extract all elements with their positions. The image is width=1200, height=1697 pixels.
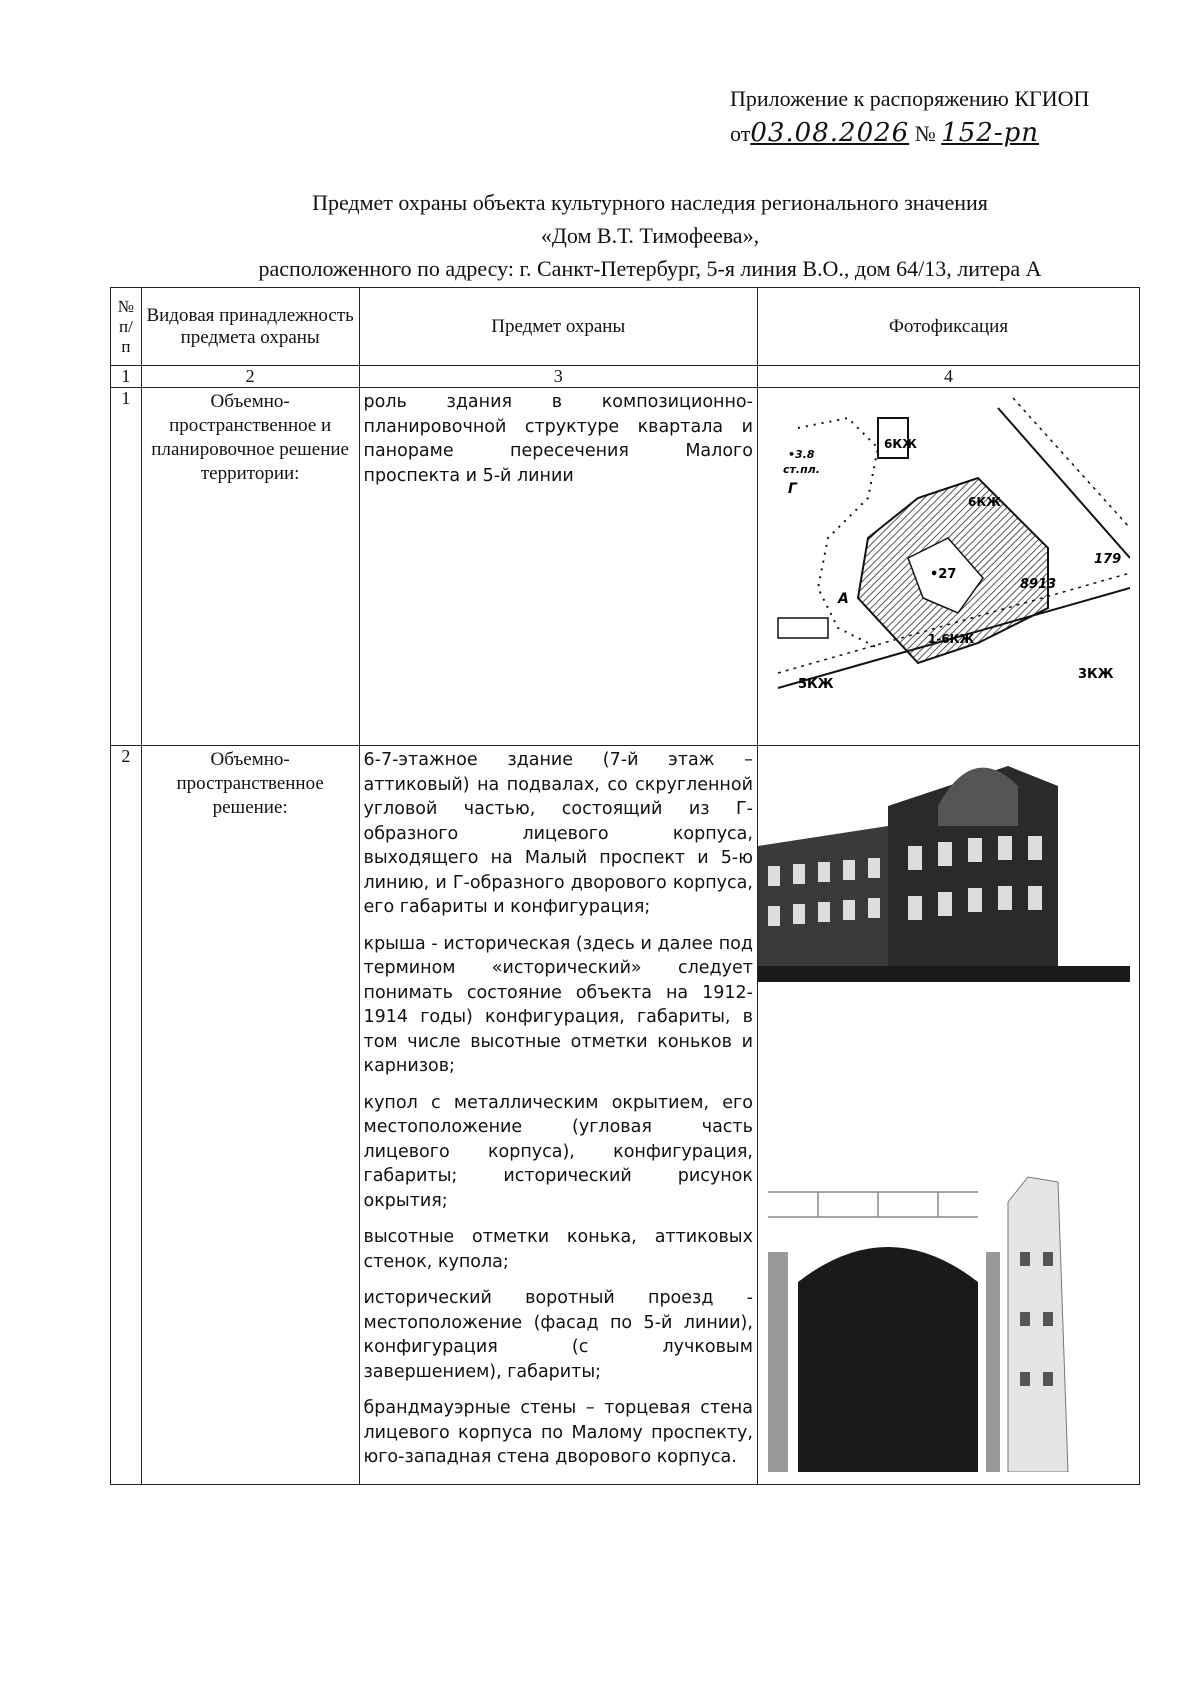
map-label: Г	[787, 481, 797, 497]
header-kind: Видовая принадлежность предмета охраны	[141, 288, 359, 366]
row-subject	[359, 388, 757, 746]
photo-cell	[757, 746, 1139, 1485]
header-subject: Предмет охраны	[359, 288, 757, 366]
table-row	[111, 388, 1140, 746]
facade-photo	[758, 746, 1130, 982]
table-header-row	[111, 288, 1140, 366]
protection-table	[110, 287, 1140, 1485]
row-kind: Объемно-пространственное и планировочное решение территории:	[141, 388, 359, 746]
table-row	[111, 746, 1140, 1485]
order-number: 152-рп	[941, 118, 1040, 148]
order-date: 03.08.2026	[750, 118, 910, 148]
doc-title-line-2: «Дом В.Т. Тимофеева»,	[540, 223, 760, 248]
colnum-2: 2	[141, 366, 359, 388]
map-label: 179	[1093, 552, 1122, 567]
subject-item: брандмауэрные стены – торцевая стена лицевого корпуса по Малому проспекту, юго-западная стена дворового корпуса.	[363, 1398, 753, 1467]
doc-title-line-1: Предмет охраны объекта культурного наследия регионального значения	[312, 190, 988, 215]
row-subject	[359, 746, 757, 1485]
map-label: 3КЖ	[1077, 667, 1114, 682]
map-label: 5КЖ	[797, 677, 834, 692]
site-plan-map	[757, 388, 1139, 746]
order-reference	[730, 118, 1130, 148]
colnum-1: 1	[111, 366, 142, 388]
map-label: •27	[929, 567, 957, 582]
row-kind: Объемно-пространственное решение:	[141, 746, 359, 1485]
map-label: 6КЖ	[967, 495, 1001, 509]
subject-item: высотные отметки конька, аттиковых стенок, купола;	[363, 1227, 753, 1272]
map-label: ст.пл.	[782, 463, 820, 476]
appendix-label: Приложение к распоряжению КГИОП	[730, 86, 1090, 111]
column-number-row	[111, 366, 1140, 388]
header-num: № п/п	[111, 288, 142, 366]
appendix-header	[730, 86, 1130, 148]
map-label: •3.8	[787, 448, 815, 461]
site-plan-image	[758, 388, 1130, 708]
subject-item: роль здания в композиционно-планировочной структуре квартала и панораме пересечения Малого проспекта и 5-й линии	[363, 392, 753, 486]
map-label: 8913	[1019, 577, 1057, 592]
subject-item: исторический воротный проезд - местоположение (фасад по 5-й линии), конфигурация (с лучковым завершением), габариты;	[363, 1288, 753, 1382]
colnum-4: 4	[757, 366, 1139, 388]
row-number: 2	[111, 746, 142, 1485]
subject-item: 6-7-этажное здание (7-й этаж – аттиковый) на подвалах, со скругленной угловой частью, состоящий из Г-образного лицевого корпуса, выходящего на Малый проспект и 5-ю линию, и Г-образного дворового корпуса, его габариты и конфигурация;	[363, 750, 753, 917]
number-label: №	[914, 121, 936, 146]
row-number: 1	[111, 388, 142, 746]
map-label: 6КЖ	[883, 437, 917, 451]
gateway-photo	[758, 1172, 1130, 1472]
header-photo: Фотофиксация	[757, 288, 1139, 366]
from-label: от	[730, 121, 751, 146]
colnum-3: 3	[359, 366, 757, 388]
map-label: 1-6КЖ	[927, 632, 975, 646]
subject-item: крыша - историческая (здесь и далее под термином «исторический» следует понимать состояние объекта на 1912-1914 годы) конфигурация, габариты, в том числе высотные отметки коньков и карнизов;	[363, 933, 753, 1076]
map-label: А	[837, 591, 849, 607]
doc-title-line-3: расположенного по адресу: г. Санкт-Петербург, 5-я линия В.О., дом 64/13, литера А	[258, 256, 1042, 281]
subject-item: купол с металлическим окрытием, его местоположение (угловая часть лицевого корпуса), конфигурация, габариты; исторический рисунок окрытия;	[363, 1092, 753, 1211]
